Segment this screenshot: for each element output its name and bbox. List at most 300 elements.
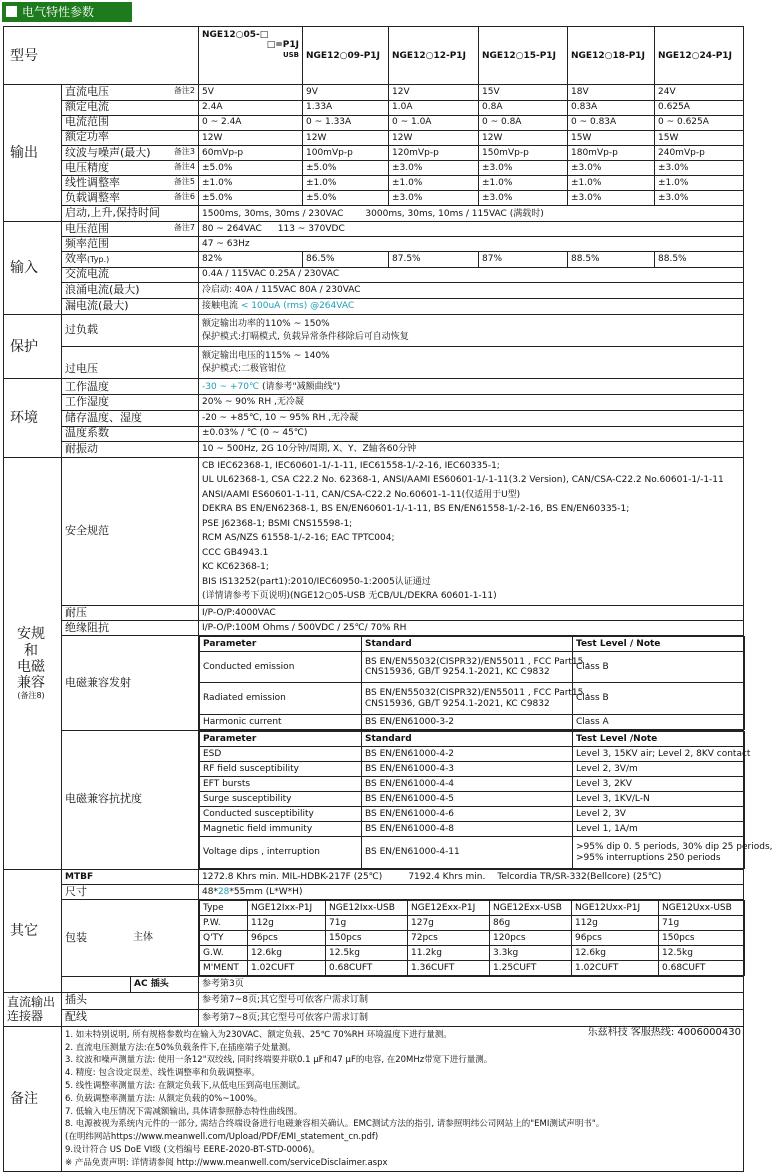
note-line: 3. 纹波和噪声测量方法: 使用一条12"双绞线, 同时终端要并联0.1 μF和47 μF的电容, 在20MHz带宽下进行量测。 bbox=[65, 1055, 493, 1066]
output-label bbox=[62, 85, 199, 100]
output-row bbox=[4, 85, 744, 100]
efficiency-value: 87.5% bbox=[389, 252, 479, 267]
output-value: ±3.0% bbox=[389, 191, 479, 206]
packaging-label-cell bbox=[62, 899, 199, 977]
connector-section-line: 连接器 bbox=[7, 1009, 44, 1024]
output-label bbox=[62, 191, 199, 206]
overload-range: 额定输出功率的110% ~ 150% bbox=[202, 318, 330, 329]
model-1-bottom: □=P1J bbox=[266, 40, 299, 51]
model-1-top: NGE12○05-□ bbox=[202, 30, 269, 40]
environment-row bbox=[4, 441, 744, 457]
output-value: 0 ~ 0.83A bbox=[568, 115, 655, 130]
safety-standards-label: 安全规范 bbox=[62, 457, 199, 605]
output-value: ±1.0% bbox=[389, 175, 479, 190]
output-label-text: 电压精度 bbox=[65, 160, 109, 174]
table-cell: BS EN/EN61000-4-3 bbox=[362, 761, 573, 776]
output-value: ±3.0% bbox=[655, 191, 744, 206]
table-header: Test Level /Note bbox=[573, 731, 745, 746]
safety-emc-section bbox=[4, 457, 62, 869]
table-row bbox=[200, 837, 745, 868]
table-cell: 72pcs bbox=[408, 931, 490, 946]
storage-value: -20 ~ +85℃, 10 ~ 95% RH ,无冷凝 bbox=[199, 410, 744, 426]
output-value: 180mVp-p bbox=[568, 145, 655, 160]
table-cell: 0.68CUFT bbox=[659, 961, 745, 976]
others-row bbox=[4, 977, 744, 992]
output-section: 输出 bbox=[4, 85, 62, 222]
note-tag: 备注5 bbox=[173, 176, 195, 186]
note-line: 4. 精度: 包含设定误差、线性调整率和负载调整率。 bbox=[65, 1068, 260, 1079]
safety-section-note: (备注8) bbox=[17, 690, 45, 700]
safety-standard-line: RCM AS/NZS 61558-1/-2-16; EAC TPTC004; bbox=[202, 533, 395, 544]
output-value: ±3.0% bbox=[568, 160, 655, 175]
isolation-label: 绝缘阻抗 bbox=[62, 620, 199, 635]
withstand-value: I/P-O/P:4000VAC bbox=[199, 605, 744, 620]
table-cell: Level 2, 3V bbox=[573, 807, 745, 822]
output-value: ±1.0% bbox=[479, 175, 568, 190]
output-value: 0 ~ 1.33A bbox=[303, 115, 389, 130]
input-label-text: 电压范围 bbox=[65, 221, 109, 235]
leakage-value bbox=[199, 298, 744, 314]
standard-line: BS EN/EN55032(CISPR32)/EN55011 , FCC Part15 , bbox=[365, 656, 590, 667]
table-cell: M'MENT bbox=[200, 961, 248, 976]
overvoltage-value bbox=[199, 347, 744, 379]
safety-standard-line: CCC GB4943.1 bbox=[202, 547, 269, 558]
output-value: 24V bbox=[655, 85, 744, 100]
environment-section: 环境 bbox=[4, 379, 62, 458]
output-value: 60mVp-p bbox=[199, 145, 303, 160]
model-6: NGE12○24-P1J bbox=[655, 27, 744, 85]
mtbf-mil: 1272.8 Khrs min. MIL-HDBK-217F (25℃) bbox=[202, 871, 383, 882]
withstand-label: 耐压 bbox=[62, 605, 199, 620]
table-cell: 120pcs bbox=[490, 931, 572, 946]
note-tag: 备注3 bbox=[173, 146, 195, 156]
table-cell: BS EN/EN61000-4-6 bbox=[362, 807, 573, 822]
table-row bbox=[200, 777, 745, 792]
table-cell: 150pcs bbox=[659, 931, 745, 946]
output-value: ±3.0% bbox=[568, 191, 655, 206]
table-header: Standard bbox=[362, 637, 573, 652]
leakage-type: 接触电流 bbox=[202, 301, 239, 312]
protection-row bbox=[4, 347, 744, 379]
table-cell: 12.6kg bbox=[572, 946, 659, 961]
table-cell: 11.2kg bbox=[408, 946, 490, 961]
output-value: 15V bbox=[479, 85, 568, 100]
output-value: 2.4A bbox=[199, 100, 303, 115]
environment-row bbox=[4, 410, 744, 426]
output-label-text: 电流范围 bbox=[65, 115, 109, 129]
emc-immunity-row bbox=[4, 730, 744, 869]
output-startup-row bbox=[4, 206, 744, 222]
table-cell: Harmonic current bbox=[200, 714, 362, 729]
table-row bbox=[200, 961, 745, 976]
startup-115: 3000ms, 30ms, 10ms / 115VAC (满载时) bbox=[365, 208, 544, 219]
input-row bbox=[4, 298, 744, 314]
efficiency-value: 88.5% bbox=[655, 252, 744, 267]
size-length: 48* bbox=[202, 886, 218, 897]
table-cell: 96pcs bbox=[248, 931, 326, 946]
output-value: ±3.0% bbox=[479, 160, 568, 175]
mtbf-label: MTBF bbox=[62, 869, 199, 884]
table-cell: BS EN/EN61000-4-4 bbox=[362, 777, 573, 792]
table-cell: BS EN/EN61000-4-5 bbox=[362, 792, 573, 807]
model-row bbox=[4, 27, 744, 85]
table-header: Test Level / Note bbox=[573, 637, 745, 652]
output-value: 5V bbox=[199, 85, 303, 100]
input-freq-value: 47 ~ 63Hz bbox=[199, 237, 744, 252]
connector-row bbox=[4, 992, 744, 1009]
table-cell: Radiated emission bbox=[200, 683, 362, 714]
emc-immunity-cell bbox=[199, 730, 773, 869]
table-cell: Q'TY bbox=[200, 931, 248, 946]
input-freq-label: 频率范围 bbox=[62, 237, 199, 252]
safety-standard-line: KC KC62368-1; bbox=[202, 562, 269, 573]
emc-emission-label: 电磁兼容发射 bbox=[62, 636, 199, 731]
wiring-label: 配线 bbox=[62, 1009, 199, 1026]
table-cell: 12.5kg bbox=[326, 946, 408, 961]
notes-row bbox=[4, 1026, 744, 1171]
efficiency-typ: (Typ.) bbox=[87, 255, 110, 265]
table-cell: 127g bbox=[408, 916, 490, 931]
table-cell bbox=[573, 837, 773, 868]
output-value: ±1.0% bbox=[303, 175, 389, 190]
output-value: ±1.0% bbox=[199, 175, 303, 190]
ac-plug-label-cell bbox=[62, 977, 199, 992]
model-4: NGE12○15-P1J bbox=[479, 27, 568, 85]
note-line: 7. 低输入电压情况下需减额输出, 具体请参照静态特性曲线图。 bbox=[65, 1106, 303, 1117]
model-1-usb: USB bbox=[282, 50, 299, 59]
table-cell: 96pcs bbox=[572, 931, 659, 946]
note-tag: 备注4 bbox=[173, 161, 195, 171]
table-row bbox=[200, 714, 745, 729]
input-voltage-value bbox=[199, 222, 744, 237]
safety-standard-line: (详情请参考下页说明)(NGE12○05-USB 无CB/UL/DEKRA 60601-1-11) bbox=[202, 591, 497, 602]
note-line: (在明纬网站https://www.meanwell.com/Upload/PDF/EMI_statement_cn.pdf) bbox=[65, 1132, 379, 1143]
standard-line: BS EN/EN55032(CISPR32)/EN55011 , FCC Part15 , bbox=[365, 688, 590, 699]
input-row bbox=[4, 252, 744, 267]
work-temp-value bbox=[199, 379, 744, 395]
table-cell bbox=[362, 652, 590, 683]
output-value: 0 ~ 1.0A bbox=[389, 115, 479, 130]
output-value: ±1.0% bbox=[655, 175, 744, 190]
table-row bbox=[200, 792, 745, 807]
mtbf-value bbox=[199, 869, 744, 884]
table-cell: BS EN/EN61000-4-2 bbox=[362, 746, 573, 761]
table-cell: 12.6kg bbox=[248, 946, 326, 961]
efficiency-value: 86.5% bbox=[303, 252, 389, 267]
table-header: NGE12Ixx-USB bbox=[326, 900, 408, 915]
output-row bbox=[4, 175, 744, 190]
output-label bbox=[62, 130, 199, 145]
table-cell: G.W. bbox=[200, 946, 248, 961]
output-value: 120mVp-p bbox=[389, 145, 479, 160]
size-value bbox=[199, 884, 744, 899]
output-label bbox=[62, 160, 199, 175]
standard-line: CNS15936, GB/T 9254.1-2021, KC C9832 bbox=[365, 698, 550, 709]
table-row bbox=[200, 807, 745, 822]
environment-row bbox=[4, 395, 744, 410]
input-voltage-ac: 80 ~ 264VAC bbox=[202, 224, 262, 235]
temp-coef-value: ±0.03% / ℃ (0 ~ 45℃) bbox=[199, 426, 744, 441]
table-row bbox=[200, 946, 745, 961]
note-line: ※ 产品免责声明: 详情请参阅 http://www.meanwell.com/serviceDisclaimer.aspx bbox=[65, 1157, 388, 1168]
output-value: 1.33A bbox=[303, 100, 389, 115]
output-row bbox=[4, 115, 744, 130]
note-tag: 备注7 bbox=[173, 222, 195, 232]
note-line: 1. 如未特别说明, 所有规格参数均在输入为230VAC、额定负载、25℃ 70%RH 环境温度下进行量测。 bbox=[65, 1029, 452, 1040]
model-label: 型号 bbox=[4, 27, 199, 85]
table-cell: 112g bbox=[572, 916, 659, 931]
output-value: 9V bbox=[303, 85, 389, 100]
table-cell: 150pcs bbox=[326, 931, 408, 946]
table-row bbox=[200, 683, 745, 714]
output-label bbox=[62, 100, 199, 115]
safety-row bbox=[4, 605, 744, 620]
table-cell: EFT bursts bbox=[200, 777, 362, 792]
output-value: 0 ~ 0.8A bbox=[479, 115, 568, 130]
table-row bbox=[200, 746, 745, 761]
input-row bbox=[4, 282, 744, 298]
connector-section bbox=[4, 992, 62, 1026]
output-value: 1.0A bbox=[389, 100, 479, 115]
table-header: Standard bbox=[362, 731, 573, 746]
overload-mode: 保护模式:打嗝模式, 负载异常条件移除后可自动恢复 bbox=[202, 331, 409, 342]
output-value: 12W bbox=[199, 130, 303, 145]
emc-emission-row bbox=[4, 636, 744, 731]
table-cell: ESD bbox=[200, 746, 362, 761]
output-value: 15W bbox=[568, 130, 655, 145]
output-label bbox=[62, 115, 199, 130]
ac-current-value: 0.4A / 115VAC 0.25A / 230VAC bbox=[199, 267, 744, 282]
table-cell: 3.3kg bbox=[490, 946, 572, 961]
overvoltage-range: 额定输出电压的115% ~ 140% bbox=[202, 350, 330, 361]
efficiency-value: 87% bbox=[479, 252, 568, 267]
startup-value bbox=[199, 206, 744, 222]
output-value: 100mVp-p bbox=[303, 145, 389, 160]
table-row bbox=[200, 637, 745, 652]
output-row bbox=[4, 145, 744, 160]
environment-row bbox=[4, 426, 744, 441]
ac-plug-value: 参考第3页 bbox=[199, 977, 744, 992]
output-value: 12W bbox=[389, 130, 479, 145]
plug-value: 参考第7~8页;其它型号可依客户需求订制 bbox=[199, 992, 744, 1009]
table-cell: Voltage dips , interruption bbox=[200, 837, 362, 868]
safety-standard-line: CB IEC62368-1, IEC60601-1/-1-11, IEC61558-1/-2-16, IEC60335-1; bbox=[202, 460, 500, 471]
temp-coef-label: 温度系数 bbox=[62, 426, 199, 441]
efficiency-label bbox=[62, 252, 199, 267]
output-row bbox=[4, 191, 744, 206]
mtbf-telcordia: Telcordia TR/SR-332(Bellcore) (25℃) bbox=[497, 871, 662, 882]
table-cell: BS EN/EN61000-4-8 bbox=[362, 822, 573, 837]
safety-standard-line: BIS IS13252(part1):2010/IEC60950-1:2005认证通过 bbox=[202, 576, 431, 587]
output-label-text: 负载调整率 bbox=[65, 190, 120, 204]
table-row bbox=[200, 761, 745, 776]
packaging-cell bbox=[199, 899, 744, 977]
safety-standard-line: UL UL62368-1, CSA C22.2 No. 62368-1, ANSI/AAMI ES60601-1/-1-11(3.2 Version), CAN/CSA-C22.2 No.60601-1/-1-11 bbox=[202, 475, 724, 486]
safety-standards-value bbox=[199, 457, 744, 605]
output-value: 18V bbox=[568, 85, 655, 100]
table-header: NGE12Exx-P1J bbox=[408, 900, 490, 915]
model-1 bbox=[199, 27, 303, 85]
overvoltage-label: 过电压 bbox=[62, 347, 199, 379]
inrush-value: 冷启动: 40A / 115VAC 80A / 230VAC bbox=[199, 282, 744, 298]
table-header: Type bbox=[200, 900, 248, 915]
table-cell: Level 3, 15KV air; Level 2, 8KV contact bbox=[573, 746, 745, 761]
output-value: 15W bbox=[655, 130, 744, 145]
output-value: 0.625A bbox=[655, 100, 744, 115]
input-row bbox=[4, 222, 744, 237]
others-row bbox=[4, 899, 744, 977]
table-header: NGE12Uxx-USB bbox=[659, 900, 745, 915]
output-value: 0.83A bbox=[568, 100, 655, 115]
emc-emission-table bbox=[199, 636, 745, 730]
table-cell: Surge susceptibility bbox=[200, 792, 362, 807]
table-row bbox=[200, 822, 745, 837]
work-temp-label: 工作温度 bbox=[62, 379, 199, 395]
efficiency-value: 88.5% bbox=[568, 252, 655, 267]
leakage-limit: < 100uA (rms) @264VAC bbox=[240, 301, 355, 312]
dip-level-line: >95% dip 0. 5 periods, 30% dip 25 periods, bbox=[576, 842, 773, 853]
isolation-value: I/P-O/P:100M Ohms / 500VDC / 25℃/ 70% RH bbox=[199, 620, 744, 635]
input-section: 输入 bbox=[4, 222, 62, 315]
table-cell: Magnetic field immunity bbox=[200, 822, 362, 837]
section-title: 电气特性参数 bbox=[22, 5, 95, 19]
output-value: ±3.0% bbox=[479, 191, 568, 206]
output-row bbox=[4, 130, 744, 145]
table-cell: Conducted emission bbox=[200, 652, 362, 683]
safety-section-line: 安规 bbox=[17, 626, 45, 643]
table-cell: P.W. bbox=[200, 916, 248, 931]
model-2: NGE12○09-P1J bbox=[303, 27, 389, 85]
output-value: 0 ~ 0.625A bbox=[655, 115, 744, 130]
note-line: 5. 线性调整率测量方法: 在额定负载下,从低电压到高电压测试。 bbox=[65, 1080, 306, 1091]
safety-section-line: 电磁 bbox=[17, 658, 45, 675]
protection-section: 保护 bbox=[4, 314, 62, 378]
table-header: NGE12Ixx-P1J bbox=[248, 900, 326, 915]
table-cell: Level 2, 3V/m bbox=[573, 761, 745, 776]
table-cell bbox=[362, 683, 590, 714]
others-row bbox=[4, 869, 744, 884]
output-value: ±3.0% bbox=[389, 160, 479, 175]
output-value: ±5.0% bbox=[199, 191, 303, 206]
output-value: 0.8A bbox=[479, 100, 568, 115]
safety-row bbox=[4, 620, 744, 635]
safety-section-line: 和 bbox=[24, 642, 38, 659]
storage-label: 储存温度、湿度 bbox=[62, 410, 199, 426]
safety-standard-line: ANSI/AAMI ES60601-1-11, CAN/CSA-C22.2 No.60601-1-11(仅适用于U型) bbox=[202, 489, 521, 500]
output-value: 12V bbox=[389, 85, 479, 100]
output-row bbox=[4, 100, 744, 115]
connector-section-line: 直流输出 bbox=[7, 994, 56, 1009]
table-cell: 1.25CUFT bbox=[490, 961, 572, 976]
safety-standard-line: DEKRA BS EN/EN62368-1, BS EN/EN60601-1/-1-11, BS EN/EN61558-1/-2-16, BS EN/EN60335-1; bbox=[202, 504, 630, 515]
square-icon bbox=[6, 6, 17, 17]
table-row bbox=[200, 900, 745, 915]
output-label-text: 线性调整率 bbox=[65, 175, 120, 189]
output-value: 150mVp-p bbox=[479, 145, 568, 160]
safety-standard-line: PSE J62368-1; BSMI CNS15598-1; bbox=[202, 518, 353, 529]
overvoltage-mode: 保护模式:二极管钳位 bbox=[202, 364, 287, 375]
table-row bbox=[200, 652, 745, 683]
output-value: ±1.0% bbox=[568, 175, 655, 190]
model-3: NGE12○12-P1J bbox=[389, 27, 479, 85]
output-value: ±5.0% bbox=[303, 160, 389, 175]
table-cell: BS EN/EN61000-3-2 bbox=[362, 714, 573, 729]
table-cell: 0.68CUFT bbox=[326, 961, 408, 976]
leakage-label: 漏电流(最大) bbox=[62, 298, 199, 314]
packaging-table bbox=[199, 900, 745, 977]
output-value: ±5.0% bbox=[199, 160, 303, 175]
output-label-text: 额定电流 bbox=[65, 100, 109, 114]
ac-current-label: 交流电流 bbox=[62, 267, 199, 282]
note-tag: 备注2 bbox=[173, 86, 195, 96]
table-header: NGE12Exx-USB bbox=[490, 900, 572, 915]
output-value: 12W bbox=[303, 130, 389, 145]
wiring-value: 参考第7~8页;其它型号可依客户需求订制 bbox=[199, 1009, 744, 1026]
table-cell: 71g bbox=[326, 916, 408, 931]
connector-row bbox=[4, 1009, 744, 1026]
table-cell: 1.36CUFT bbox=[408, 961, 490, 976]
table-cell: 1.02CUFT bbox=[248, 961, 326, 976]
table-row bbox=[200, 731, 745, 746]
work-temp-range: -30 ~ +70℃ bbox=[202, 381, 260, 392]
notes-section: 备注 bbox=[4, 1026, 62, 1171]
output-value: 12W bbox=[479, 130, 568, 145]
size-height: *55mm (L*W*H) bbox=[229, 886, 303, 897]
table-cell: 71g bbox=[659, 916, 745, 931]
efficiency-value: 82% bbox=[199, 252, 303, 267]
emc-emission-cell bbox=[199, 636, 744, 731]
table-cell: Level 3, 2KV bbox=[573, 777, 745, 792]
output-value: 240mVp-p bbox=[655, 145, 744, 160]
others-row bbox=[4, 884, 744, 899]
output-label bbox=[62, 175, 199, 190]
table-cell: Level 3, 1KV/L-N bbox=[573, 792, 745, 807]
table-header: Parameter bbox=[200, 731, 362, 746]
table-cell: Conducted susceptibility bbox=[200, 807, 362, 822]
table-row bbox=[200, 931, 745, 946]
vibration-label: 耐振动 bbox=[62, 441, 199, 457]
table-cell: Class B bbox=[573, 683, 745, 714]
emc-immunity-table bbox=[199, 731, 773, 869]
size-label: 尺寸 bbox=[62, 884, 199, 899]
output-label-text: 额定功率 bbox=[65, 130, 109, 144]
work-temp-note: (请参考"减额曲线") bbox=[261, 381, 341, 392]
output-label-text: 直流电压 bbox=[65, 85, 109, 99]
vibration-value: 10 ~ 500Hz, 2G 10分钟/周期, X、Y、Z轴各60分钟 bbox=[199, 441, 744, 457]
packaging-label: 包装 bbox=[65, 930, 87, 944]
note-line: 6. 负载调整率测量方法: 从额定负载的0%~100%。 bbox=[65, 1093, 263, 1104]
spec-table bbox=[3, 26, 773, 1172]
output-label bbox=[62, 145, 199, 160]
input-voltage-dc: 113 ~ 370VDC bbox=[277, 224, 345, 235]
table-cell: 12.5kg bbox=[659, 946, 745, 961]
dip-level-line: >95% interruptions 250 periods bbox=[576, 852, 721, 863]
output-row bbox=[4, 160, 744, 175]
notes-body bbox=[62, 1026, 744, 1171]
humidity-label: 工作湿度 bbox=[62, 395, 199, 410]
table-cell: 86g bbox=[490, 916, 572, 931]
input-row bbox=[4, 267, 744, 282]
input-row bbox=[4, 237, 744, 252]
others-section: 其它 bbox=[4, 869, 62, 992]
table-header: Parameter bbox=[200, 637, 362, 652]
table-row bbox=[200, 916, 745, 931]
note-tag: 备注6 bbox=[173, 191, 195, 201]
note-line: 2. 直流电压测量方法:在50%负载条件下,在插座端子处量测。 bbox=[65, 1042, 296, 1053]
table-cell: RF field susceptibility bbox=[200, 761, 362, 776]
table-header: NGE12Uxx-P1J bbox=[572, 900, 659, 915]
plug-label: 插头 bbox=[62, 992, 199, 1009]
